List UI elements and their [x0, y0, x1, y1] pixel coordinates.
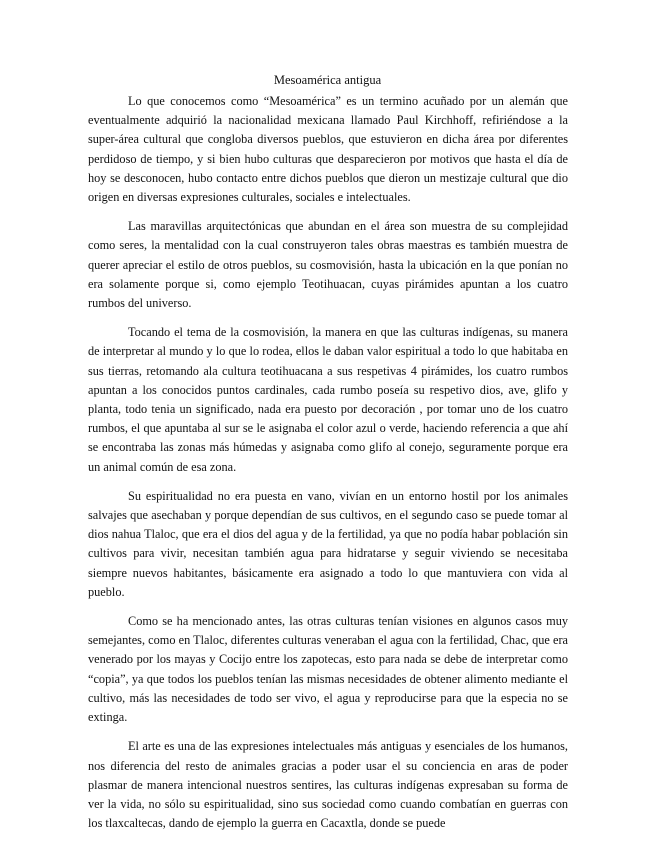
paragraph-1: Lo que conocemos como “Mesoamérica” es un termino acuñado por un alemán que eventualmente adquirió la nacionalidad mexicana llamado Paul Kirchhoff, refiriéndose a la super-área cultural que congloba diversos pueblos, que estuvieron en dicha área por diferentes perdidoso de tiempo, y si bien hubo culturas que desparecieron por motivos que hasta el día de hoy se desconocen, hubo contacto entre dichos pueblos que dieron un mestizaje cultural que dio origen en diversas expresiones culturales, sociales e intelectuales.: [88, 94, 568, 205]
document-body: [88, 92, 568, 843]
paragraph-5: Como se ha mencionado antes, las otras culturas tenían visiones en algunos casos muy semejantes, como en Tlaloc, diferentes culturas veneraban el agua con la fertilidad, Chac, que era venerado por los mayas y Cocijo entre los zapotecas, esto para nada se debe de interpretar como “copia”, ya que todos los pueblos tenían las mismas necesidades de obtener alimento mediante el cultivo, más las necesidades de todo ser vivo, el agua y reproducirse para que la especia no se extinga.: [88, 614, 568, 725]
paragraph-3: Tocando el tema de la cosmovisión, la manera en que las culturas indígenas, su manera de interpretar al mundo y lo que lo rodea, ellos le daban valor espiritual a todo lo que habitaba en sus tierras, retomando ala cultura teotihuacana a sus respetivas 4 pirámides, los cuatro rumbos apuntan a los conocidos puntos cardinales, cada rumbo poseía su respetivo dios, ave, glifo y planta, todo tenia un significado, nada era puesto por decoración , por tomar uno de los cuatro rumbos, el que apuntaba al sur se le asignaba el color azul o verde, haciendo referencia a que ahí se encontraba las zonas más húmedas y asignaba como glifo al conejo, seguramente porque era un animal común de esa zona.: [88, 325, 568, 474]
paragraph-4: Su espiritualidad no era puesta en vano, vivían en un entorno hostil por los animales salvajes que asechaban y porque dependían de sus cultivos, en el segundo caso se puede tomar al dios nahua Tlaloc, que era el dios del agua y de la fertilidad, ya que no podía habar población sin cultivos para vivir, necesitan también agua para hidratarse y seguir viviendo se necesitaba siempre nuevos habitantes, básicamente era asignado a todo lo que mantuviera con vida al pueblo.: [88, 488, 568, 599]
paragraph-6: El arte es una de las expresiones intelectuales más antiguas y esenciales de los humanos, nos diferencia del resto de animales gracias a poder usar el su conciencia en aras de poder plasmar de manera intencional nuestros sentires, las culturas indígenas expresaban su forma de ver la vida, no sólo su espiritualidad, sino sus sociedad como cuando combatían en guerras con los tlaxcaltecas, dando de ejemplo la guerra en Cacaxtla, donde se puede: [88, 739, 568, 831]
paragraph-2: Las maravillas arquitectónicas que abundan en el área son muestra de su complejidad como seres, la mentalidad con la cual construyeron tales obras maestras es también muestra de querer apreciar el estilo de otros pueblos, su cosmovisión, hasta la ubicación en la que ponían no era solamente porque si, como ejemplo Teotihuacan, cuyas pirámides apuntan a los cuatro rumbos del universo.: [88, 219, 568, 311]
document-title: Mesoamérica antigua: [273, 73, 382, 87]
